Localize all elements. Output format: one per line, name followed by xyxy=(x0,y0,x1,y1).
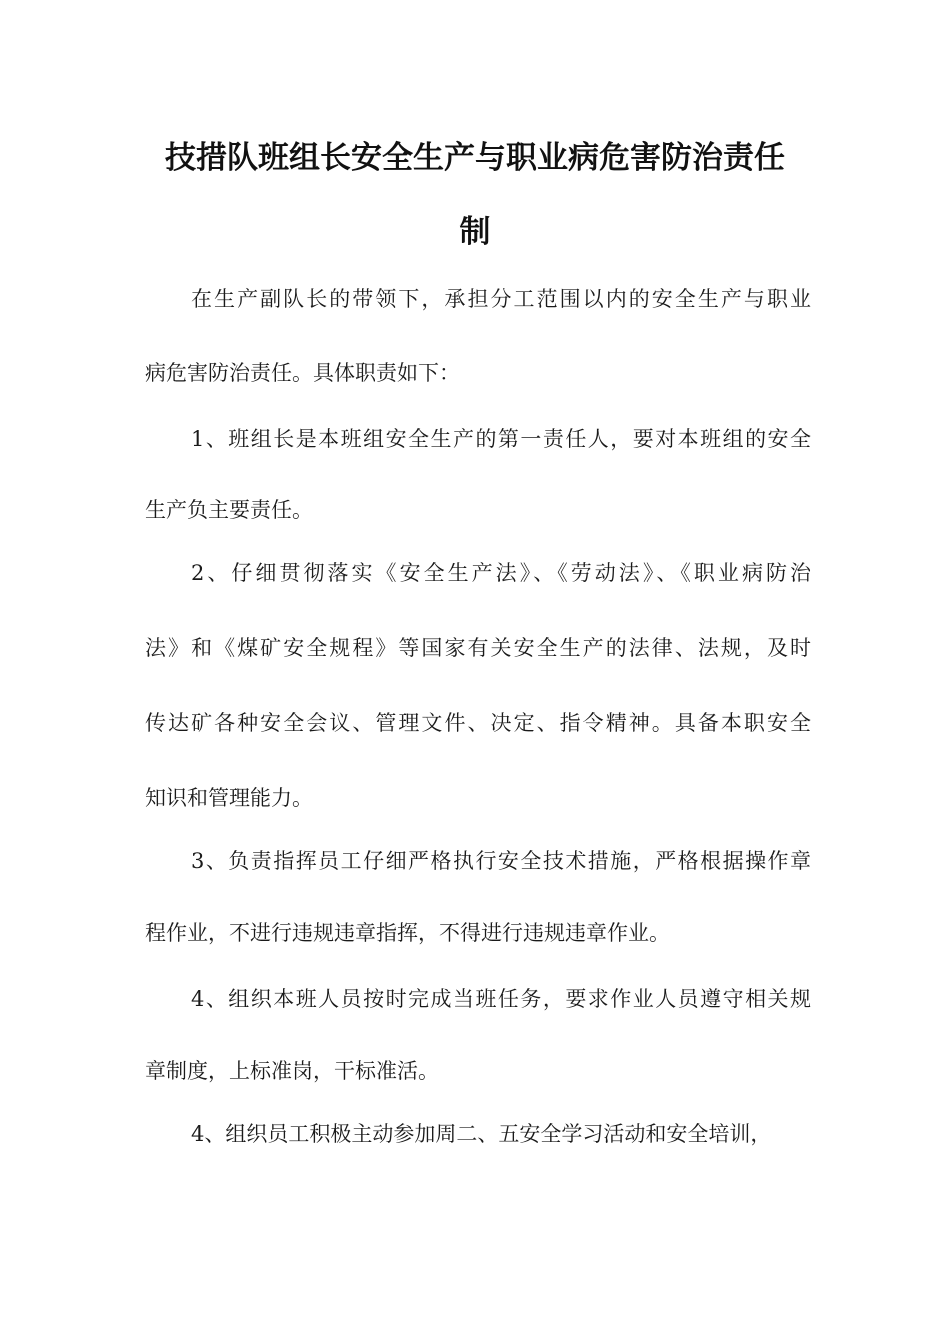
item-4-line-1: 4、组织本班人员按时完成当班任务，要求作业人员遵守相关规 xyxy=(191,987,811,1011)
item-5-line-1: 4、组织员工积极主动参加周二、五安全学习活动和安全培训， xyxy=(191,1122,772,1146)
item-2-line-2: 法》和《煤矿安全规程》等国家有关安全生产的法律、法规，及时 xyxy=(145,636,811,660)
item-2-line-4: 知识和管理能力。 xyxy=(145,786,313,810)
document-title-line-1: 技措队班组长安全生产与职业病危害防治责任 xyxy=(165,140,785,176)
item-3-line-2: 程作业，不进行违规违章指挥，不得进行违规违章作业。 xyxy=(145,921,670,945)
item-1-line-1: 1、班组长是本班组安全生产的第一责任人，要对本班组的安全 xyxy=(191,427,811,451)
intro-paragraph-line-2: 病危害防治责任。具体职责如下： xyxy=(145,361,460,385)
item-4-line-2: 章制度，上标准岗，干标准活。 xyxy=(145,1059,439,1083)
item-3-line-1: 3、负责指挥员工仔细严格执行安全技术措施，严格根据操作章 xyxy=(191,849,811,873)
item-2-line-3: 传达矿各种安全会议、管理文件、决定、指令精神。具备本职安全 xyxy=(145,711,811,735)
item-2-line-1: 2、仔细贯彻落实《安全生产法》、《劳动法》、《职业病防治 xyxy=(191,561,811,585)
item-1-line-2: 生产负主要责任。 xyxy=(145,498,313,522)
intro-paragraph-line-1: 在生产副队长的带领下，承担分工范围以内的安全生产与职业 xyxy=(191,287,811,311)
document-title-line-2: 制 xyxy=(459,214,491,250)
